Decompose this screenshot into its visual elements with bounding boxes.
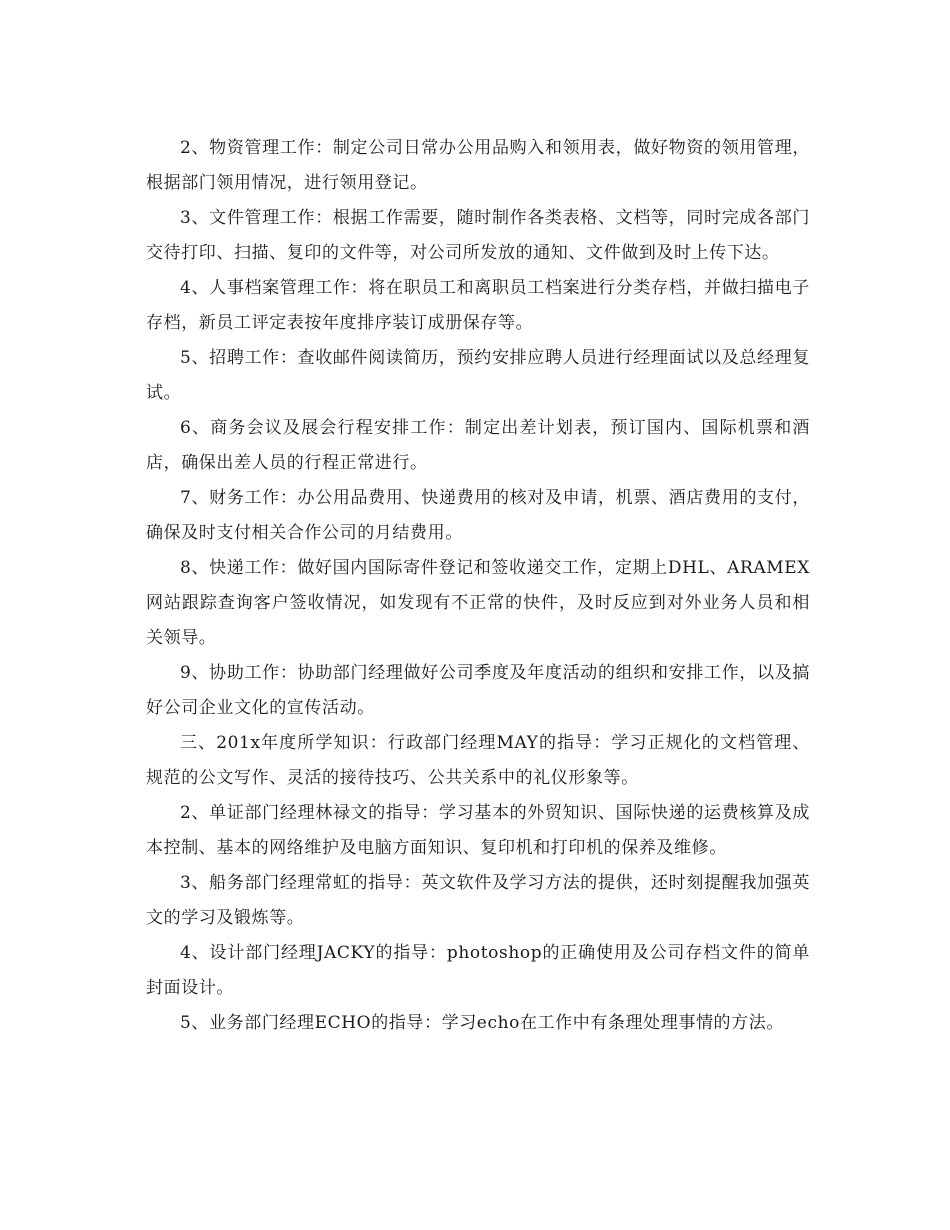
paragraph-business-manager-guidance: 5、业务部门经理ECHO的指导：学习echo在工作中有条理处理事情的方法。 <box>180 1013 784 1033</box>
paragraph-recruitment: 5、招聘工作：查收邮件阅读简历，预约安排应聘人员进行经理面试以及总经理复试。 <box>146 348 810 403</box>
document-body <box>146 131 810 1041</box>
paragraph-express-delivery: 8、快递工作：做好国内国际寄件登记和签收递交工作，定期上DHL、ARAMEX网站跟踪查询客户签收情况，如发现有不正常的快件，及时反应到对外业务人员和相关领导。 <box>146 558 810 648</box>
paragraph-personnel-archives: 4、人事档案管理工作：将在职员工和离职员工档案进行分类存档，并做扫描电子存档，新员工评定表按年度排序装订成册保存等。 <box>146 278 810 333</box>
paragraph-knowledge-learned: 三、201x年度所学知识：行政部门经理MAY的指导：学习正规化的文档管理、规范的公文写作、灵活的接待技巧、公共关系中的礼仪形象等。 <box>146 733 810 788</box>
paragraph-business-travel: 6、商务会议及展会行程安排工作：制定出差计划表，预订国内、国际机票和酒店，确保出差人员的行程正常进行。 <box>146 418 810 473</box>
paragraph-finance: 7、财务工作：办公用品费用、快递费用的核对及申请，机票、酒店费用的支付，确保及时支付相关合作公司的月结费用。 <box>146 488 810 543</box>
paragraph-file-management: 3、文件管理工作：根据工作需要，随时制作各类表格、文档等，同时完成各部门交待打印、扫描、复印的文件等，对公司所发放的通知、文件做到及时上传下达。 <box>146 208 810 263</box>
paragraph-documents-manager-guidance: 2、单证部门经理林禄文的指导：学习基本的外贸知识、国际快递的运费核算及成本控制、基本的网络维护及电脑方面知识、复印机和打印机的保养及维修。 <box>146 803 810 858</box>
paragraph-assistance: 9、协助工作：协助部门经理做好公司季度及年度活动的组织和安排工作，以及搞好公司企业文化的宣传活动。 <box>146 663 810 718</box>
paragraph-supplies-management: 2、物资管理工作：制定公司日常办公用品购入和领用表，做好物资的领用管理，根据部门领用情况，进行领用登记。 <box>146 138 810 193</box>
paragraph-design-manager-guidance: 4、设计部门经理JACKY的指导：photoshop的正确使用及公司存档文件的简单封面设计。 <box>146 943 810 998</box>
paragraph-shipping-manager-guidance: 3、船务部门经理常虹的指导：英文软件及学习方法的提供，还时刻提醒我加强英文的学习及锻炼等。 <box>146 873 810 928</box>
